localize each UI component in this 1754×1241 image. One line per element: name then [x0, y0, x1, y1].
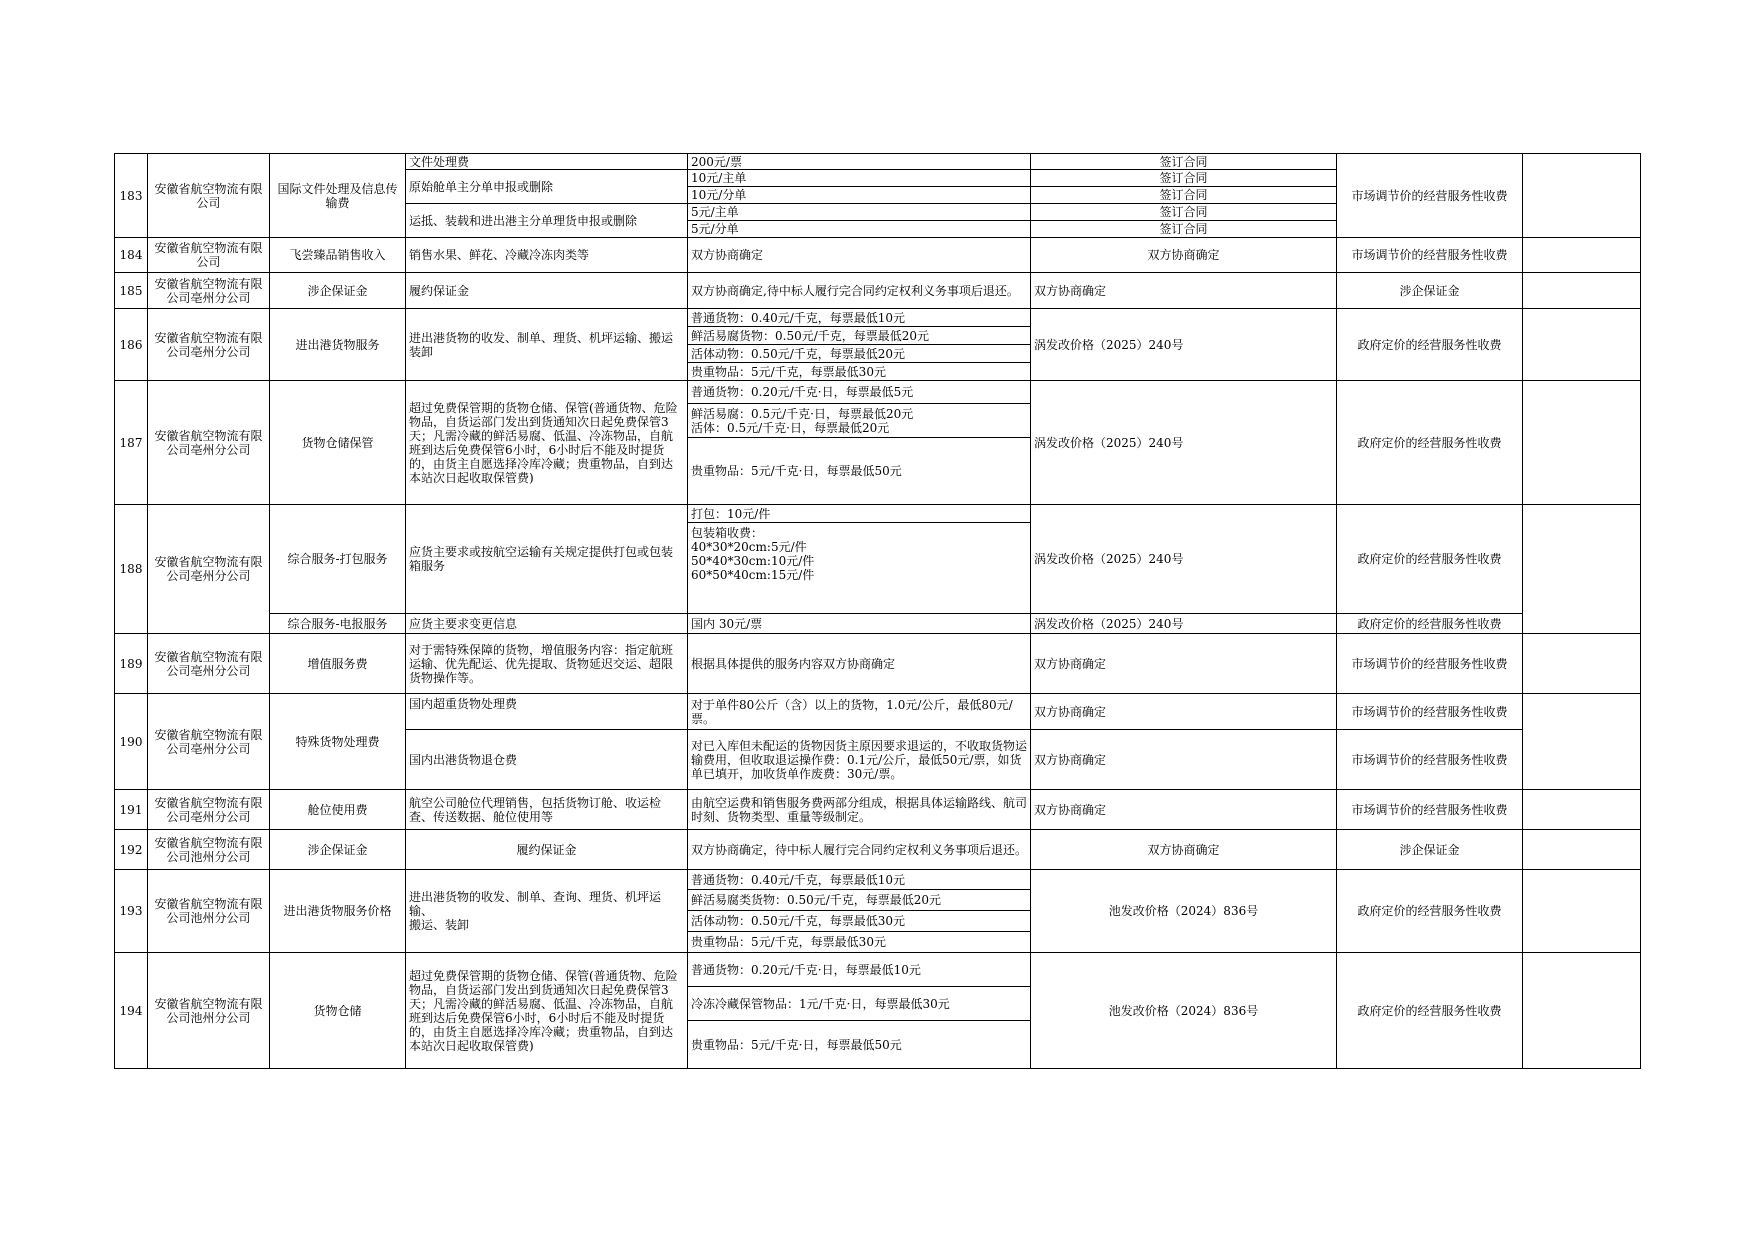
price-cell: 5元/分单 — [688, 221, 1031, 238]
row-number: 190 — [115, 694, 148, 790]
basis-cell: 涡发改价格（2025）240号 — [1031, 614, 1337, 634]
price-cell: 由航空运费和销售服务费两部分组成，根据具体运输路线、航司时刻、货物类型、重量等级制定。 — [688, 790, 1031, 830]
fee-item-cell: 进出港货物服务价格 — [270, 870, 406, 953]
basis-cell: 双方协商确定 — [1031, 730, 1337, 790]
nature-cell: 政府定价的经营服务性收费 — [1337, 381, 1523, 505]
fee-item-cell: 飞尝臻品销售收入 — [270, 238, 406, 273]
basis-cell: 签订合同 — [1031, 154, 1337, 170]
company-cell: 安徽省航空物流有限公司亳州分公司 — [148, 790, 270, 830]
row-number: 192 — [115, 830, 148, 870]
basis-cell: 签订合同 — [1031, 221, 1337, 238]
remark-cell — [1523, 238, 1641, 273]
fee-item-cell: 货物仓储 — [270, 953, 406, 1069]
content-cell: 履约保证金 — [406, 830, 688, 870]
price-cell: 双方协商确定,待中标人履行完合同约定权利义务事项后退还。 — [688, 273, 1031, 309]
price-cell: 双方协商确定，待中标人履行完合同约定权利义务事项后退还。 — [688, 830, 1031, 870]
content-cell: 国内出港货物退仓费 — [406, 730, 688, 790]
row-number: 187 — [115, 381, 148, 505]
remark-cell — [1523, 505, 1641, 634]
price-cell: 10元/分单 — [688, 187, 1031, 204]
basis-cell: 涡发改价格（2025）240号 — [1031, 381, 1337, 505]
table-row — [115, 238, 1641, 273]
price-cell: 打包：10元/件 — [688, 505, 1031, 523]
fee-item-cell: 进出港货物服务 — [270, 309, 406, 381]
company-cell: 安徽省航空物流有限公司亳州分公司 — [148, 505, 270, 634]
company-cell: 安徽省航空物流有限公司亳州分公司 — [148, 273, 270, 309]
fee-item-cell: 涉企保证金 — [270, 273, 406, 309]
company-cell: 安徽省航空物流有限公司 — [148, 154, 270, 238]
table-row — [115, 634, 1641, 694]
fee-item-cell: 综合服务-电报服务 — [270, 614, 406, 634]
row-number: 191 — [115, 790, 148, 830]
price-cell: 贵重物品：5元/千克，每票最低30元 — [688, 932, 1031, 953]
basis-cell: 签订合同 — [1031, 204, 1337, 221]
table-row — [115, 273, 1641, 309]
company-cell: 安徽省航空物流有限公司亳州分公司 — [148, 694, 270, 790]
table-row — [115, 694, 1641, 730]
content-cell: 销售水果、鲜花、冷藏冷冻肉类等 — [406, 238, 688, 273]
price-cell: 贵重物品：5元/千克·日，每票最低50元 — [688, 438, 1031, 505]
fee-item-cell: 涉企保证金 — [270, 830, 406, 870]
company-cell: 安徽省航空物流有限公司池州分公司 — [148, 830, 270, 870]
content-cell: 履约保证金 — [406, 273, 688, 309]
basis-cell: 双方协商确定 — [1031, 238, 1337, 273]
remark-cell — [1523, 634, 1641, 694]
content-cell: 文件处理费 — [406, 154, 688, 170]
table-row — [115, 830, 1641, 870]
content-cell: 进出港货物的收发、制单、理货、机坪运输、搬运装卸 — [406, 309, 688, 381]
nature-cell: 政府定价的经营服务性收费 — [1337, 953, 1523, 1069]
price-cell: 鲜活易腐：0.5元/千克·日，每票最低20元 活体：0.5元/千克·日，每票最低20元 — [688, 404, 1031, 438]
nature-cell: 涉企保证金 — [1337, 273, 1523, 309]
remark-cell — [1523, 694, 1641, 790]
company-cell: 安徽省航空物流有限公司 — [148, 238, 270, 273]
table-row — [115, 870, 1641, 890]
basis-cell: 双方协商确定 — [1031, 790, 1337, 830]
price-cell: 贵重物品：5元/千克，每票最低30元 — [688, 363, 1031, 381]
basis-cell: 池发改价格（2024）836号 — [1031, 953, 1337, 1069]
basis-cell: 池发改价格（2024）836号 — [1031, 870, 1337, 953]
price-cell: 普通货物：0.20元/千克·日，每票最低10元 — [688, 953, 1031, 987]
price-cell: 活体动物：0.50元/千克，每票最低30元 — [688, 911, 1031, 932]
price-cell: 普通货物：0.40元/千克，每票最低10元 — [688, 309, 1031, 327]
content-cell: 超过免费保管期的货物仓储、保管(普通货物、危险物品，自货运部门发出到货通知次日起免费保管3天；凡需冷藏的鲜活易腐、低温、冷冻物品，自航班到达后免费保管6小时，6小时后不能及时提货的，由货主自愿选择冷库冷藏；贵重物品，自到达本站次日起收取保管费) — [406, 381, 688, 505]
row-number: 183 — [115, 154, 148, 238]
basis-cell: 签订合同 — [1031, 187, 1337, 204]
remark-cell — [1523, 870, 1641, 953]
price-cell: 鲜活易腐类货物：0.50元/千克，每票最低20元 — [688, 890, 1031, 911]
fee-item-cell: 增值服务费 — [270, 634, 406, 694]
fee-table — [114, 153, 1641, 1069]
content-cell: 应货主要求变更信息 — [406, 614, 688, 634]
content-cell: 对于需特殊保障的货物，增值服务内容：指定航班运输、优先配运、优先提取、货物延迟交运、超限货物操作等。 — [406, 634, 688, 694]
company-cell: 安徽省航空物流有限公司亳州分公司 — [148, 634, 270, 694]
basis-cell: 双方协商确定 — [1031, 634, 1337, 694]
nature-cell: 市场调节价的经营服务性收费 — [1337, 238, 1523, 273]
price-cell: 国内 30元/票 — [688, 614, 1031, 634]
content-cell: 应货主要求或按航空运输有关规定提供打包或包装箱服务 — [406, 505, 688, 614]
price-cell: 普通货物：0.40元/千克，每票最低10元 — [688, 870, 1031, 890]
remark-cell — [1523, 154, 1641, 238]
table-row — [115, 154, 1641, 170]
fee-item-cell: 货物仓储保管 — [270, 381, 406, 505]
basis-cell: 涡发改价格（2025）240号 — [1031, 309, 1337, 381]
remark-cell — [1523, 790, 1641, 830]
content-cell: 超过免费保管期的货物仓储、保管(普通货物、危险物品，自货运部门发出到货通知次日起免费保管3天；凡需冷藏的鲜活易腐、低温、冷冻物品，自航班到达后免费保管6小时，6小时后不能及时提货的，由货主自愿选择冷库冷藏；贵重物品，自到达本站次日起收取保管费) — [406, 953, 688, 1069]
row-number: 193 — [115, 870, 148, 953]
remark-cell — [1523, 830, 1641, 870]
nature-cell: 市场调节价的经营服务性收费 — [1337, 694, 1523, 730]
fee-item-cell: 国际文件处理及信息传输费 — [270, 154, 406, 238]
price-cell: 包装箱收费： 40*30*20cm:5元/件 50*40*30cm:10元/件 60*50*40cm:15元/件 — [688, 523, 1031, 614]
nature-cell: 政府定价的经营服务性收费 — [1337, 505, 1523, 614]
remark-cell — [1523, 309, 1641, 381]
nature-cell: 市场调节价的经营服务性收费 — [1337, 154, 1523, 238]
content-cell: 进出港货物的收发、制单、查询、理货、机坪运输、 搬运、装卸 — [406, 870, 688, 953]
nature-cell: 市场调节价的经营服务性收费 — [1337, 790, 1523, 830]
price-cell: 根据具体提供的服务内容双方协商确定 — [688, 634, 1031, 694]
price-cell: 双方协商确定 — [688, 238, 1031, 273]
nature-cell: 市场调节价的经营服务性收费 — [1337, 730, 1523, 790]
table-row — [115, 953, 1641, 987]
price-cell: 活体动物：0.50元/千克，每票最低20元 — [688, 345, 1031, 363]
price-cell: 冷冻冷藏保管物品：1元/千克·日，每票最低30元 — [688, 987, 1031, 1021]
basis-cell: 签订合同 — [1031, 170, 1337, 187]
price-cell: 贵重物品：5元/千克·日，每票最低50元 — [688, 1021, 1031, 1069]
price-cell: 10元/主单 — [688, 170, 1031, 187]
nature-cell: 涉企保证金 — [1337, 830, 1523, 870]
basis-cell: 双方协商确定 — [1031, 694, 1337, 730]
basis-cell: 双方协商确定 — [1031, 830, 1337, 870]
row-number: 184 — [115, 238, 148, 273]
price-cell: 对已入库但未配运的货物因货主原因要求退运的，不收取货物运输费用，但收取退运操作费：0.1元/公斤，最低50元/票，如货单已填开，加收货单作废费：30元/票。 — [688, 730, 1031, 790]
company-cell: 安徽省航空物流有限公司亳州分公司 — [148, 309, 270, 381]
price-cell: 200元/票 — [688, 154, 1031, 170]
fee-item-cell: 舱位使用费 — [270, 790, 406, 830]
basis-cell: 双方协商确定 — [1031, 273, 1337, 309]
nature-cell: 政府定价的经营服务性收费 — [1337, 870, 1523, 953]
price-cell: 对于单件80公斤（含）以上的货物，1.0元/公斤，最低80元/票。 — [688, 694, 1031, 730]
remark-cell — [1523, 953, 1641, 1069]
price-cell: 5元/主单 — [688, 204, 1031, 221]
nature-cell: 政府定价的经营服务性收费 — [1337, 309, 1523, 381]
table-row — [115, 309, 1641, 327]
nature-cell: 政府定价的经营服务性收费 — [1337, 614, 1523, 634]
table-row — [115, 381, 1641, 404]
table-row — [115, 790, 1641, 830]
price-cell: 鲜活易腐货物：0.50元/千克，每票最低20元 — [688, 327, 1031, 345]
remark-cell — [1523, 273, 1641, 309]
company-cell: 安徽省航空物流有限公司池州分公司 — [148, 953, 270, 1069]
price-cell: 普通货物：0.20元/千克·日，每票最低5元 — [688, 381, 1031, 404]
row-number: 194 — [115, 953, 148, 1069]
row-number: 188 — [115, 505, 148, 634]
content-cell: 原始舱单主分单申报或删除 — [406, 170, 688, 204]
content-cell: 运抵、装载和进出港主分单理货申报或删除 — [406, 204, 688, 238]
row-number: 189 — [115, 634, 148, 694]
nature-cell: 市场调节价的经营服务性收费 — [1337, 634, 1523, 694]
company-cell: 安徽省航空物流有限公司池州分公司 — [148, 870, 270, 953]
basis-cell: 涡发改价格（2025）240号 — [1031, 505, 1337, 614]
company-cell: 安徽省航空物流有限公司亳州分公司 — [148, 381, 270, 505]
content-cell: 国内超重货物处理费 — [406, 694, 688, 730]
content-cell: 航空公司舱位代理销售，包括货物订舱、收运检查、传送数据、舱位使用等 — [406, 790, 688, 830]
fee-item-cell: 特殊货物处理费 — [270, 694, 406, 790]
row-number: 185 — [115, 273, 148, 309]
fee-item-cell: 综合服务-打包服务 — [270, 505, 406, 614]
remark-cell — [1523, 381, 1641, 505]
row-number: 186 — [115, 309, 148, 381]
table-row — [115, 505, 1641, 523]
